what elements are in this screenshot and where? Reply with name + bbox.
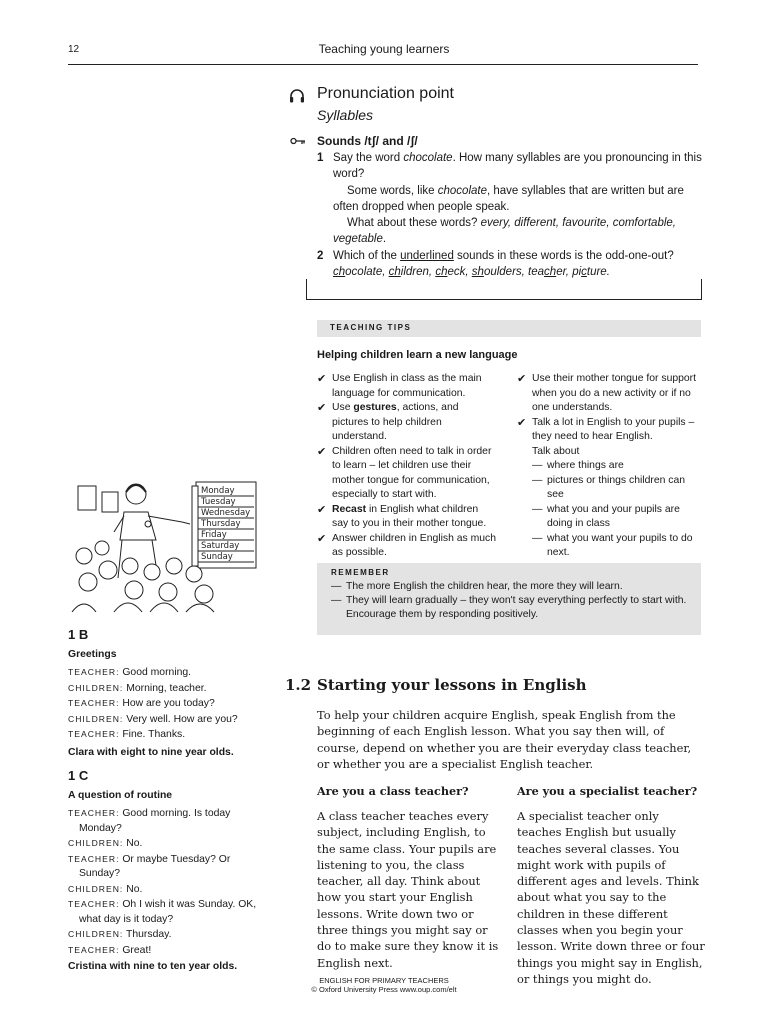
odd-one-out-words xyxy=(333,266,610,278)
tip-item xyxy=(317,532,497,561)
item-word: chocolate xyxy=(437,184,487,197)
classroom-illustration xyxy=(64,478,264,614)
line-text: Good morning. Is today Monday? xyxy=(79,808,231,834)
tips-right-column xyxy=(517,372,703,561)
check-icon: ✔ xyxy=(317,503,327,516)
item-text: . xyxy=(382,233,387,246)
talk-about-list xyxy=(517,459,703,561)
tip-item xyxy=(317,503,497,532)
remember-item xyxy=(331,580,691,594)
word-part: pi xyxy=(572,266,582,279)
tip-text: Answer children in English as much as possible. xyxy=(332,532,497,558)
line-text: Thursday. xyxy=(123,929,172,940)
speaker: CHILDREN: xyxy=(68,713,124,724)
line-text: No. xyxy=(123,838,143,849)
tip-text: Children often need to talk in order to learn – let children use their mother tongue for communication, especially to start with. xyxy=(332,445,492,500)
footer xyxy=(0,976,768,994)
word-underlined: sh xyxy=(471,266,484,279)
dash-mark: — xyxy=(532,474,543,486)
section-1c xyxy=(68,769,268,975)
line-text: Very well. How are you? xyxy=(123,713,238,725)
speaker: CHILDREN: xyxy=(68,682,124,693)
section-title: Starting your lessons in English xyxy=(317,676,587,694)
line-text: Great! xyxy=(119,944,152,956)
headphones-icon xyxy=(288,87,306,105)
calendar-day-label: Monday xyxy=(201,486,235,496)
remember-text: They will learn gradually – they won't say everything perfectly to start with. Encourage them by responding positively. xyxy=(346,595,687,620)
check-icon: ✔ xyxy=(317,532,327,545)
talk-item xyxy=(532,503,703,532)
dash-mark: — xyxy=(532,460,543,471)
item-text: Some words, like xyxy=(347,184,438,197)
dash-mark: — xyxy=(331,595,342,606)
dialogue-line xyxy=(68,696,268,712)
item-number: 1 xyxy=(317,152,324,164)
item-word: chocolate xyxy=(403,152,453,164)
dialogue-line xyxy=(68,943,268,959)
remember-item xyxy=(331,594,691,622)
speaker: TEACHER: xyxy=(68,899,120,909)
word-part: ocolate, xyxy=(345,266,389,279)
dialogue-line xyxy=(68,836,268,852)
word-part: ildren, xyxy=(400,266,436,279)
remember-label: REMEMBER xyxy=(331,568,390,577)
calendar-day-label: Thursday xyxy=(201,519,241,529)
talk-item xyxy=(532,474,703,503)
word-underlined: ch xyxy=(388,266,401,279)
remember-list xyxy=(331,580,691,622)
speaker: CHILDREN: xyxy=(68,929,124,939)
tip-item xyxy=(317,372,497,401)
pronunciation-item-2 xyxy=(317,248,702,281)
tip-item xyxy=(517,416,703,445)
line-text: Fine. Thanks. xyxy=(119,729,186,740)
check-icon: ✔ xyxy=(517,373,527,385)
dialogue-line xyxy=(68,681,268,697)
word-part: oulders, xyxy=(483,266,529,279)
line-text: Or maybe Tuesday? Or Sunday? xyxy=(79,853,231,879)
footer-line-1: ENGLISH FOR PRIMARY TEACHERS xyxy=(319,976,449,985)
dialogue-line xyxy=(68,927,268,943)
dialogue-line xyxy=(68,712,268,728)
section-id: 1 B xyxy=(68,627,89,642)
item-text: What about these words? xyxy=(347,217,481,230)
talk-text: what you want your pupils to do next. xyxy=(547,532,693,558)
dialogue-line xyxy=(68,665,268,681)
section-number: 1.2 xyxy=(285,676,312,694)
item-underlined: underlined xyxy=(400,249,454,262)
tip-bold: gestures xyxy=(353,402,397,413)
tip-bold: Recast xyxy=(332,503,367,515)
talk-item xyxy=(532,459,703,474)
check-icon: ✔ xyxy=(317,373,327,385)
calendar-day-label: Friday xyxy=(201,530,227,540)
dialogue-line xyxy=(68,897,268,927)
key-icon xyxy=(290,137,306,145)
tip-text: in English what children say to you in their mother tongue. xyxy=(332,503,487,529)
talk-text: where things are xyxy=(547,460,624,471)
line-text: No. xyxy=(123,883,143,895)
dialogue xyxy=(68,665,268,743)
page-number: 12 xyxy=(68,44,80,55)
section-heading: Greetings xyxy=(68,648,117,660)
line-text: Oh I wish it was Sunday. OK, what day is it today? xyxy=(79,899,257,925)
calendar-day-label: Tuesday xyxy=(201,497,236,507)
talk-text: what you and your pupils are doing in class xyxy=(547,503,680,529)
speaker: TEACHER: xyxy=(68,853,120,864)
word-underlined: ch xyxy=(544,266,557,279)
item-words: every, different, favourite, comfortable, vegetable xyxy=(333,217,676,246)
word-part: eck, xyxy=(447,266,472,279)
dialogue-line xyxy=(68,852,268,882)
calendar-day-label: Wednesday xyxy=(201,508,251,518)
line-text: How are you today? xyxy=(119,698,215,709)
check-icon: ✔ xyxy=(317,402,327,414)
item-text: , have syllables that are written but are often dropped when people speak. xyxy=(333,184,684,213)
dash-mark: — xyxy=(532,503,543,515)
tip-item xyxy=(317,445,497,503)
remember-text: The more English the children hear, the more they will learn. xyxy=(346,581,623,592)
footer-line-2: © Oxford University Press www.oup.com/elt xyxy=(311,985,457,994)
section-caption: Clara with eight to nine year olds. xyxy=(68,746,234,758)
dash-mark: — xyxy=(532,532,543,544)
dash-mark: — xyxy=(331,581,342,592)
item-text: Which of the xyxy=(333,249,401,262)
tips-left-column xyxy=(317,372,497,561)
speaker: TEACHER: xyxy=(68,808,120,818)
dialogue-line xyxy=(68,727,268,743)
speaker: TEACHER: xyxy=(68,729,120,739)
specialist-teacher-heading: Are you a specialist teacher? xyxy=(517,784,698,798)
word-part: ture. xyxy=(586,266,610,279)
line-text: Good morning. xyxy=(119,667,192,678)
speaker: TEACHER: xyxy=(68,698,120,708)
section-id: 1 C xyxy=(68,768,89,783)
tip-text: , actions, and pictures to help children understand. xyxy=(332,402,459,442)
teaching-tips-label: TEACHING TIPS xyxy=(330,323,412,332)
dialogue-line xyxy=(68,882,268,898)
speaker: CHILDREN: xyxy=(68,883,124,894)
section-caption: Cristina with nine to ten year olds. xyxy=(68,961,238,972)
pronunciation-title: Pronunciation point xyxy=(317,85,454,102)
word-underlined: ch xyxy=(333,266,346,279)
class-teacher-body: A class teacher teaches every subject, including English, to the same class. Your pupils are listening to you, the class teacher, all day. Think about how you start your English lessons. Write down two or three things you might say or do to make sure they know it is English next. xyxy=(317,809,499,970)
talk-text: pictures or things children can see xyxy=(547,474,686,500)
talk-item xyxy=(532,532,703,561)
tip-text: Use English in class as the main language for communication. xyxy=(332,373,482,399)
speaker: TEACHER: xyxy=(68,667,120,677)
teaching-tips-heading: Helping children learn a new language xyxy=(317,349,518,361)
dialogue xyxy=(68,806,268,958)
header-rule xyxy=(68,64,698,65)
section-intro: To help your children acquire English, speak English from the beginning of each English lesson. What you say then will, of course, depend on whether you are their everyday class teacher, or whether you are a specialist English teacher. xyxy=(317,708,692,771)
speaker: CHILDREN: xyxy=(68,838,124,848)
calendar-day-label: Sunday xyxy=(201,552,233,562)
item-text: sounds in these words is the odd-one-out? xyxy=(453,249,674,262)
word-underlined: ch xyxy=(435,266,448,279)
word-part: tea xyxy=(528,266,545,279)
sounds-heading: Sounds /tʃ/ and /ʃ/ xyxy=(317,134,418,148)
tip-item xyxy=(317,401,497,445)
section-1b xyxy=(68,628,268,760)
dialogue-line xyxy=(68,806,268,836)
word-part: er, xyxy=(556,266,573,279)
tip-item xyxy=(517,372,703,416)
running-title: Teaching young learners xyxy=(318,42,450,56)
check-icon: ✔ xyxy=(517,416,527,429)
tip-text: Use their mother tongue for support when you do a new activity or if no one understands. xyxy=(532,373,697,413)
class-teacher-heading: Are you a class teacher? xyxy=(317,784,469,798)
section-heading: A question of routine xyxy=(68,789,173,801)
speaker: TEACHER: xyxy=(68,944,120,955)
item-text: . How many syllables are you pronouncing in this word? xyxy=(333,152,702,181)
item-text: Say the word xyxy=(333,152,404,164)
tip-text: Talk a lot in English to your pupils – they need to hear English. xyxy=(532,416,695,442)
pronunciation-subtitle: Syllables xyxy=(317,107,374,123)
word-underlined: c xyxy=(581,266,587,279)
calendar-day-label: Saturday xyxy=(201,541,240,551)
item-number: 2 xyxy=(317,249,324,262)
tip-text: Use xyxy=(332,402,354,413)
pronunciation-bracket xyxy=(306,279,702,300)
check-icon: ✔ xyxy=(317,445,327,458)
pronunciation-item-1 xyxy=(317,150,702,280)
talk-about-label: Talk about xyxy=(532,445,580,457)
line-text: Morning, teacher. xyxy=(123,682,207,694)
specialist-teacher-body: A specialist teacher only teaches English but usually teaches several classes. You might work with pupils of different ages and levels. Think about what you say to the children in these different classes when you begin your lesson. Write down three or four things you might say in English, or things you might do. xyxy=(517,809,705,986)
